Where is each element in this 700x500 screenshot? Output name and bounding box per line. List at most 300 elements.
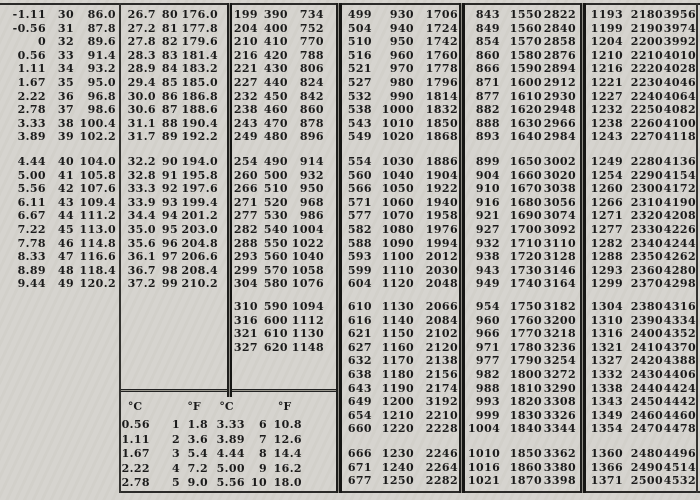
table-row [468, 341, 576, 355]
fahrenheit-cell: 932 [299, 168, 324, 182]
celsius-cell: 866 [475, 62, 500, 76]
celsius-cell: 227 [233, 75, 258, 89]
fahrenheit-cell: 3344 [543, 422, 576, 436]
table-row [590, 395, 696, 409]
fahrenheit-cell: 177.8 [181, 21, 218, 35]
fahrenheit-cell: 89.6 [87, 35, 116, 49]
interpolation-cell: 5.56 [216, 476, 245, 490]
row-block [346, 447, 458, 488]
fahrenheit-cell: 3992 [663, 35, 696, 49]
table-row [468, 155, 576, 169]
celsius-cell: 1010 [468, 447, 501, 460]
fahrenheit-cell: 1724 [425, 21, 458, 35]
fahrenheit-cell: 1040 [291, 250, 324, 264]
table-row [468, 409, 576, 423]
fahrenheit-cell: 185.0 [181, 75, 218, 89]
table-row [468, 90, 576, 104]
table-row [0, 62, 116, 76]
value-cell: 390 [263, 8, 288, 21]
row-block [232, 8, 324, 144]
value-cell: 1820 [509, 395, 542, 409]
value-cell: 420 [263, 48, 288, 62]
celsius-cell: 31.1 [127, 116, 156, 130]
row-block [590, 155, 696, 291]
fahrenheit-cell: 190.4 [181, 116, 218, 130]
value-cell: 2190 [630, 21, 663, 35]
fahrenheit-cell: 3272 [543, 367, 576, 381]
fahrenheit-cell: 950 [299, 182, 324, 196]
fahrenheit-cell: 3002 [543, 155, 576, 168]
row-block [232, 155, 324, 291]
fahrenheit-cell: 2858 [543, 35, 576, 49]
celsius-cell: 1327 [590, 354, 623, 368]
fahrenheit-cell: 206.6 [181, 250, 218, 264]
table-row [468, 62, 576, 76]
celsius-cell: 1332 [590, 367, 623, 381]
table-row [124, 277, 218, 291]
celsius-cell: 33.9 [127, 195, 156, 209]
celsius-cell: 1366 [590, 460, 623, 474]
table-row [0, 209, 116, 223]
value-cell: 460 [263, 103, 288, 117]
fahrenheit-cell: 3146 [543, 263, 576, 277]
value-cell: 44 [57, 209, 74, 223]
interpolation-cell: 8 [258, 447, 267, 461]
celsius-cell: 1360 [590, 447, 623, 460]
celsius-cell: 999 [475, 408, 500, 422]
value-cell: 2280 [630, 155, 663, 168]
table-row [590, 314, 696, 328]
table-row [232, 90, 324, 104]
value-cell: 1570 [509, 35, 542, 49]
fahrenheit-cell: 3254 [543, 354, 576, 368]
celsius-cell: 666 [347, 447, 372, 460]
celsius-cell: 1266 [590, 195, 623, 209]
table-row [346, 447, 458, 461]
celsius-cell: 36.7 [127, 263, 156, 277]
fahrenheit-cell: 109.4 [79, 195, 116, 209]
celsius-cell: 566 [347, 182, 372, 196]
interpolation-cell: 1.11 [121, 432, 150, 446]
fahrenheit-cell: 1868 [425, 130, 458, 144]
table-row [590, 35, 696, 49]
celsius-cell: 943 [475, 263, 500, 277]
fahrenheit-cell: 1148 [291, 340, 324, 354]
value-cell: 94 [161, 209, 178, 223]
table-row [0, 130, 116, 144]
table-row [468, 395, 576, 409]
celsius-cell: 26.7 [127, 8, 156, 21]
row-block [468, 155, 576, 291]
table-row [590, 300, 696, 314]
value-cell: 97 [161, 250, 178, 264]
value-cell: 580 [263, 277, 288, 291]
value-cell: 1810 [509, 381, 542, 395]
value-cell: 2460 [630, 408, 663, 422]
value-cell: 450 [263, 89, 288, 103]
interpolation-cell: 9.0 [187, 476, 208, 490]
fahrenheit-cell: 120.2 [79, 277, 116, 291]
value-cell: 1680 [509, 195, 542, 209]
value-cell: 1060 [381, 195, 414, 209]
value-cell: 1840 [509, 422, 542, 436]
table-row [124, 49, 218, 63]
table-row [468, 182, 576, 196]
value-cell: 1860 [509, 460, 542, 474]
celsius-cell: 843 [475, 8, 500, 21]
fahrenheit-cell: 1940 [425, 195, 458, 209]
table-row [232, 49, 324, 63]
celsius-cell: 643 [347, 381, 372, 395]
fahrenheit-cell: 968 [299, 195, 324, 209]
table-row [0, 250, 116, 264]
table-row [346, 382, 458, 396]
table-row [124, 237, 218, 251]
value-cell: 2340 [630, 236, 663, 250]
table-row [468, 49, 576, 63]
table-row [468, 474, 576, 488]
value-cell: 490 [263, 155, 288, 168]
celsius-cell: 527 [347, 75, 372, 89]
value-cell: 2500 [630, 474, 663, 488]
value-cell: 1710 [509, 236, 542, 250]
fahrenheit-cell: 102.2 [79, 130, 116, 144]
value-cell: 2360 [630, 263, 663, 277]
fahrenheit-cell: 2840 [543, 21, 576, 35]
celsius-cell: 36.1 [127, 250, 156, 264]
celsius-cell: 977 [475, 354, 500, 368]
value-cell: 49 [57, 277, 74, 291]
table-row [468, 237, 576, 251]
fahrenheit-cell: 183.2 [181, 62, 218, 76]
celsius-cell: 199 [233, 8, 258, 21]
interpolation-row [120, 476, 338, 491]
fahrenheit-cell: 4172 [663, 182, 696, 196]
table-row [590, 62, 696, 76]
celsius-cell: 1221 [590, 75, 623, 89]
celsius-cell: 254 [233, 155, 258, 168]
interpolation-cell: 1 [171, 418, 180, 431]
interpolation-table [120, 389, 338, 493]
fahrenheit-cell: 824 [299, 75, 324, 89]
fahrenheit-cell: 4082 [663, 103, 696, 117]
fahrenheit-cell: 878 [299, 116, 324, 130]
table-row [232, 300, 324, 314]
table-row [468, 22, 576, 36]
table-row [468, 250, 576, 264]
celsius-cell: 971 [475, 340, 500, 354]
value-cell: 33 [57, 48, 74, 62]
celsius-cell: 882 [475, 103, 500, 117]
value-cell: 1580 [509, 48, 542, 62]
table-row [232, 62, 324, 76]
table-row [232, 250, 324, 264]
celsius-cell: 7.22 [17, 222, 46, 236]
table-row [346, 209, 458, 223]
table-row [590, 368, 696, 382]
table-row [590, 223, 696, 237]
value-cell: 1120 [381, 277, 414, 291]
table-row [0, 49, 116, 63]
value-cell: 2300 [630, 182, 663, 196]
value-cell: 520 [263, 195, 288, 209]
value-cell: 2320 [630, 209, 663, 223]
celsius-cell: 860 [475, 48, 500, 62]
fahrenheit-cell: 4442 [663, 395, 696, 409]
celsius-cell: 554 [347, 155, 372, 168]
table-row [0, 182, 116, 196]
table-row [346, 327, 458, 341]
value-cell: 1660 [509, 168, 542, 182]
value-cell: 1640 [509, 130, 542, 144]
fahrenheit-cell: 118.4 [79, 263, 116, 277]
interpolation-row [120, 462, 338, 477]
table-row [468, 300, 576, 314]
table-row [468, 103, 576, 117]
table-row [468, 130, 576, 144]
celsius-cell: 627 [347, 340, 372, 354]
fahrenheit-cell: 1994 [425, 236, 458, 250]
fahrenheit-cell: 3128 [543, 250, 576, 264]
table-row [590, 264, 696, 278]
fahrenheit-cell: 111.2 [79, 209, 116, 223]
celsius-cell: 28.3 [127, 48, 156, 62]
value-cell: 2410 [630, 340, 663, 354]
value-cell: 1690 [509, 209, 542, 223]
table-row [590, 117, 696, 131]
celsius-cell: 960 [475, 313, 500, 327]
value-cell: 2210 [630, 48, 663, 62]
interpolation-cell: 1.8 [187, 418, 208, 431]
table-row [468, 8, 576, 22]
celsius-cell: 988 [475, 381, 500, 395]
group-1 [0, 0, 116, 500]
celsius-cell: 304 [233, 277, 258, 291]
value-cell: 1140 [381, 313, 414, 327]
value-cell: 32 [57, 35, 74, 49]
interpolation-cell: 16.2 [273, 461, 302, 475]
table-row [0, 277, 116, 291]
table-row [0, 35, 116, 49]
celsius-cell: 1260 [590, 182, 623, 196]
value-cell: 1760 [509, 313, 542, 327]
value-cell: 2490 [630, 460, 663, 474]
interpolation-cell: 3 [171, 447, 180, 461]
table-row [468, 314, 576, 328]
fahrenheit-cell: 4406 [663, 367, 696, 381]
table-row [232, 35, 324, 49]
value-cell: 1010 [381, 116, 414, 130]
value-cell: 89 [161, 130, 178, 144]
interpolation-cell: 2.22 [121, 461, 150, 475]
celsius-cell: 299 [233, 263, 258, 277]
fahrenheit-cell: 2156 [425, 367, 458, 381]
value-cell: 90 [161, 155, 178, 168]
celsius-cell: 1304 [590, 300, 623, 313]
fahrenheit-cell: 3308 [543, 395, 576, 409]
celsius-cell: 1310 [590, 313, 623, 327]
table-row [346, 250, 458, 264]
table-row [590, 8, 696, 22]
fahrenheit-cell: 100.4 [79, 116, 116, 130]
value-cell: 47 [57, 250, 74, 264]
value-cell: 1090 [381, 236, 414, 250]
table-row [468, 368, 576, 382]
fahrenheit-cell: 3020 [543, 168, 576, 182]
fahrenheit-cell: 1076 [291, 277, 324, 291]
fahrenheit-cell: 3380 [543, 460, 576, 474]
table-row [232, 130, 324, 144]
celsius-cell: 1254 [590, 168, 623, 182]
vertical-rule-4 [459, 3, 465, 493]
value-cell: 1200 [381, 395, 414, 409]
celsius-cell: 27.8 [127, 35, 156, 49]
value-cell: 1750 [509, 300, 542, 313]
celsius-cell: 877 [475, 89, 500, 103]
fahrenheit-cell: 1742 [425, 35, 458, 49]
value-cell: 1130 [381, 300, 414, 313]
row-block [0, 155, 116, 291]
celsius-cell: 2.22 [17, 89, 46, 103]
value-cell: 1620 [509, 103, 542, 117]
value-cell: 1850 [509, 447, 542, 460]
fahrenheit-cell: 188.6 [181, 103, 218, 117]
fahrenheit-cell: 203.0 [181, 222, 218, 236]
value-cell: 2270 [630, 130, 663, 144]
interpolation-table-header [120, 399, 338, 414]
table-row [346, 35, 458, 49]
row-block [346, 300, 458, 436]
table-row [124, 209, 218, 223]
table-row [0, 155, 116, 169]
table-row [346, 62, 458, 76]
celsius-cell: 921 [475, 209, 500, 223]
value-cell: 950 [389, 35, 414, 49]
table-row [346, 368, 458, 382]
table-row [124, 117, 218, 131]
celsius-cell: 616 [347, 313, 372, 327]
fahrenheit-cell: 3038 [543, 182, 576, 196]
celsius-cell: 1338 [590, 381, 623, 395]
fahrenheit-cell: 4046 [663, 75, 696, 89]
table-row [346, 196, 458, 210]
interpolation-cell: 3.6 [187, 432, 208, 446]
fahrenheit-cell: 98.6 [87, 103, 116, 117]
fahrenheit-cell: 107.6 [79, 182, 116, 196]
fahrenheit-cell: 1922 [425, 182, 458, 196]
table-row [590, 341, 696, 355]
value-cell: 86 [161, 89, 178, 103]
fahrenheit-cell: 1850 [425, 116, 458, 130]
celsius-cell: 543 [347, 116, 372, 130]
fahrenheit-cell: 3362 [543, 447, 576, 460]
table-row [468, 209, 576, 223]
fahrenheit-cell: 210.2 [181, 277, 218, 291]
fahrenheit-cell: 3200 [543, 313, 576, 327]
fahrenheit-cell: 3956 [663, 8, 696, 21]
fahrenheit-cell: 87.8 [87, 21, 116, 35]
value-cell: 1180 [381, 367, 414, 381]
interpolation-cell: 4 [171, 461, 180, 475]
value-cell: 88 [161, 116, 178, 130]
fahrenheit-cell: 2984 [543, 130, 576, 144]
celsius-cell: 35.6 [127, 236, 156, 250]
table-row [232, 169, 324, 183]
celsius-cell: 854 [475, 35, 500, 49]
table-row [232, 155, 324, 169]
value-cell: 1160 [381, 340, 414, 354]
fahrenheit-cell: 4118 [663, 130, 696, 144]
celsius-cell: 538 [347, 103, 372, 117]
row-block [124, 8, 218, 144]
fahrenheit-cell: 4100 [663, 116, 696, 130]
fahrenheit-cell: 2138 [425, 354, 458, 368]
fahrenheit-cell: 4010 [663, 48, 696, 62]
value-cell: 2430 [630, 367, 663, 381]
celsius-cell: 28.9 [127, 62, 156, 76]
celsius-cell: 1243 [590, 130, 623, 144]
value-cell: 40 [57, 155, 74, 168]
celsius-cell: 1193 [590, 8, 623, 21]
table-row [232, 196, 324, 210]
fahrenheit-cell: 4496 [663, 447, 696, 460]
value-cell: 1870 [509, 474, 542, 488]
celsius-cell: 7.78 [17, 236, 46, 250]
celsius-cell: 32.2 [127, 155, 156, 168]
fahrenheit-cell: 204.8 [181, 236, 218, 250]
celsius-cell: 277 [233, 209, 258, 223]
value-cell: 83 [161, 48, 178, 62]
value-cell: 43 [57, 195, 74, 209]
celsius-cell: 1216 [590, 62, 623, 76]
group-4 [346, 0, 458, 500]
fahrenheit-cell: 4154 [663, 168, 696, 182]
celsius-cell: 499 [347, 8, 372, 21]
celsius-cell: 33.3 [127, 182, 156, 196]
celsius-cell: 3.89 [17, 130, 46, 144]
fahrenheit-cell: 2228 [425, 422, 458, 436]
table-row [590, 49, 696, 63]
value-cell: 1020 [381, 130, 414, 144]
value-cell: 95 [161, 222, 178, 236]
table-row [590, 169, 696, 183]
celsius-cell: 1227 [590, 89, 623, 103]
table-row [590, 422, 696, 436]
table-row [346, 409, 458, 423]
table-row [590, 250, 696, 264]
table-row [468, 196, 576, 210]
celsius-cell: 1282 [590, 236, 623, 250]
row-block [590, 8, 696, 144]
table-row [232, 117, 324, 131]
table-row [468, 327, 576, 341]
row-block [590, 447, 696, 488]
fahrenheit-cell: 734 [299, 8, 324, 21]
celsius-cell: 238 [233, 103, 258, 117]
table-row [590, 447, 696, 461]
interpolation-cell: 7 [258, 432, 267, 446]
interpolation-cell: 10 [250, 476, 267, 490]
fahrenheit-cell: 3074 [543, 209, 576, 223]
value-cell: 1150 [381, 327, 414, 341]
value-cell: 1670 [509, 182, 542, 196]
table-row [590, 209, 696, 223]
value-cell: 990 [389, 89, 414, 103]
table-row [0, 90, 116, 104]
celsius-cell: 0.56 [17, 48, 46, 62]
table-row [346, 461, 458, 475]
fahrenheit-cell: 199.4 [181, 195, 218, 209]
